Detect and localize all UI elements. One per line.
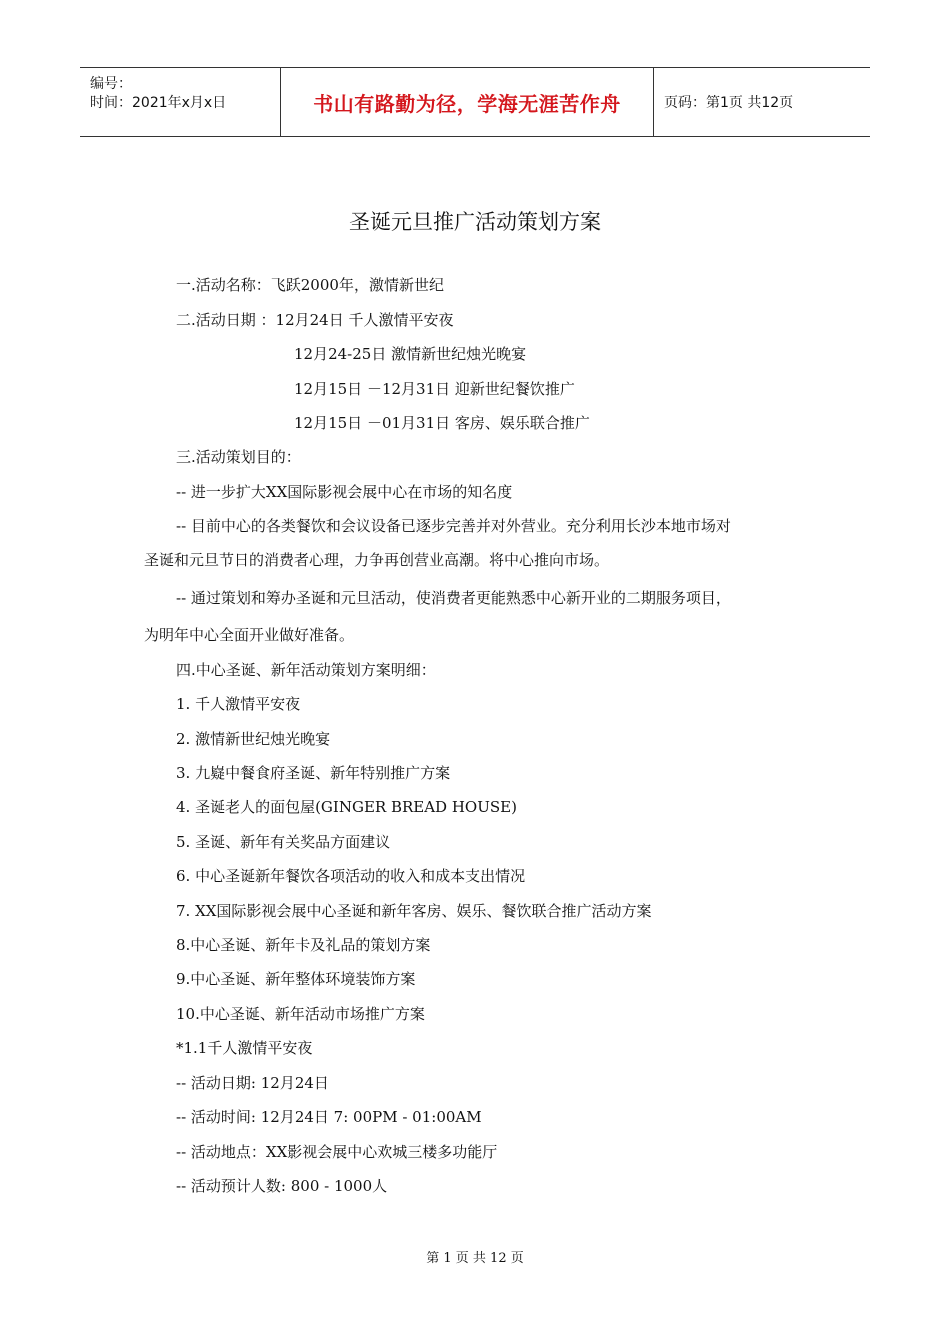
- purpose-item-cont: 圣诞和元旦节日的消费者心理，力争再创营业高潮。将中心推向市场。: [144, 551, 610, 569]
- section-purpose: 三.活动策划目的：: [176, 448, 301, 466]
- number-label: 编号：: [90, 76, 132, 92]
- purpose-item: -- 通过策划和筹办圣诞和元旦活动，使消费者更能熟悉中心新开业的二期服务项目，: [176, 589, 731, 607]
- event-detail: -- 活动时间: 12月24日 7: 00PM - 01:00AM: [176, 1108, 482, 1126]
- purpose-item-cont: 为明年中心全面开业做好准备。: [144, 626, 355, 644]
- date-line: 12月15日 －01月31日 客房、娱乐联合推广: [294, 414, 590, 432]
- plan-list-item: 10.中心圣诞、新年活动市场推广方案: [176, 1005, 425, 1023]
- section-activity-date: 二.活动日期 ：12月24日 千人激情平安夜: [176, 311, 454, 329]
- header-meta: [80, 68, 280, 136]
- plan-list-item: 9.中心圣诞、新年整体环境装饰方案: [176, 970, 416, 988]
- purpose-item: -- 目前中心的各类餐饮和会议设备已逐步完善并对外营业。充分利用长沙本地市场对: [176, 517, 731, 535]
- plan-list-item: 1. 千人激情平安夜: [176, 695, 301, 713]
- time-label: 时间：2021年x月x日: [90, 95, 227, 111]
- page-footer: 第 1 页 共 12 页: [426, 1251, 524, 1266]
- plan-list-item: 4. 圣诞老人的面包屋(GINGER BREAD HOUSE): [176, 798, 517, 816]
- plan-list-item: 7. XX国际影视会展中心圣诞和新年客房、娱乐、餐饮联合推广活动方案: [176, 902, 652, 920]
- date-line: 12月24-25日 激情新世纪烛光晚宴: [294, 345, 527, 363]
- header-motto: 书山有路勤为径，学海无涯苦作舟: [280, 68, 654, 136]
- date-line: 12月15日 －12月31日 迎新世纪餐饮推广: [294, 380, 575, 398]
- document-title: 圣诞元旦推广活动策划方案: [349, 210, 601, 234]
- section-activity-name: 一.活动名称：飞跃2000年，激情新世纪: [176, 276, 444, 294]
- page-header: [80, 67, 870, 137]
- header-page-info: 页码：第1页 共12页: [664, 95, 794, 111]
- section-plan-details: 四.中心圣诞、新年活动策划方案明细：: [176, 661, 436, 679]
- plan-list-item: 5. 圣诞、新年有关奖品方面建议: [176, 833, 391, 851]
- purpose-item: -- 进一步扩大XX国际影视会展中心在市场的知名度: [176, 483, 513, 501]
- plan-list-item: 3. 九嶷中餐食府圣诞、新年特别推广方案: [176, 764, 451, 782]
- plan-list-item: 2. 激情新世纪烛光晚宴: [176, 730, 331, 748]
- plan-list-item: 8.中心圣诞、新年卡及礼品的策划方案: [176, 936, 431, 954]
- plan-list-item: 6. 中心圣诞新年餐饮各项活动的收入和成本支出情况: [176, 867, 526, 885]
- subsection-heading: *1.1千人激情平安夜: [176, 1039, 313, 1057]
- event-detail: -- 活动地点：XX影视会展中心欢城三楼多功能厅: [176, 1143, 498, 1161]
- event-detail: -- 活动预计人数: 800 - 1000人: [176, 1177, 388, 1195]
- event-detail: -- 活动日期: 12月24日: [176, 1074, 329, 1092]
